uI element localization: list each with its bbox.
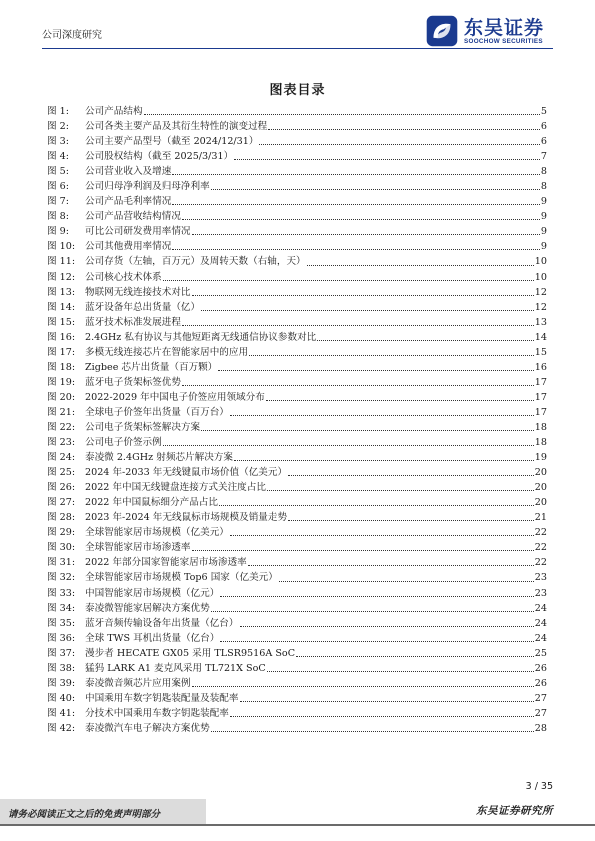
figure-number: 图 38: (47, 662, 76, 674)
leader-dots (192, 549, 534, 551)
figure-title: 多模无线连接芯片在智能家居中的应用 (85, 346, 249, 358)
soochow-logo-icon (425, 14, 459, 48)
leader-dots (259, 143, 539, 145)
figure-title: 公司电子货架标签解决方案 (85, 421, 201, 433)
figure-page: 16 (534, 361, 547, 373)
figure-number: 图 41: (47, 707, 76, 719)
figure-page: 17 (534, 391, 547, 403)
toc-entry[interactable] (47, 661, 547, 676)
toc-entry[interactable] (47, 616, 547, 631)
toc-entry[interactable] (47, 315, 547, 330)
figure-page: 24 (534, 602, 547, 614)
company-logo (425, 14, 544, 48)
toc-entry[interactable] (47, 540, 547, 555)
toc-entry[interactable] (47, 239, 547, 254)
figure-number: 图 27: (47, 497, 76, 509)
leader-dots (182, 218, 540, 220)
leader-dots (182, 324, 534, 326)
figure-title: 泰凌微智能家居解决方案优势 (85, 602, 210, 614)
figure-page: 22 (534, 542, 547, 554)
toc-entry[interactable] (47, 300, 547, 315)
figure-number: 图 19: (47, 376, 76, 388)
leader-dots (296, 655, 534, 657)
figure-page: 25 (534, 647, 547, 659)
logo-chinese-name: 东吴证券 (464, 16, 545, 39)
toc-entry[interactable] (47, 586, 547, 601)
toc-entry[interactable] (47, 149, 547, 164)
figure-title: 物联网无线连接技术对比 (85, 286, 191, 298)
figure-number: 图 23: (47, 437, 76, 449)
figure-page: 23 (534, 587, 547, 599)
leader-dots (211, 188, 540, 190)
figure-title: 中国智能家居市场规模（亿元） (85, 587, 220, 599)
leader-dots (317, 339, 534, 341)
figure-title: 公司营业收入及增速 (85, 166, 172, 178)
figure-number: 图 28: (47, 512, 76, 524)
leader-dots (218, 369, 533, 371)
leader-dots (230, 414, 534, 416)
toc-entry[interactable] (47, 194, 547, 209)
leader-dots (288, 519, 534, 521)
leader-dots (172, 173, 540, 175)
toc-entry[interactable] (47, 134, 547, 149)
figure-page: 20 (534, 497, 547, 509)
figure-page: 14 (534, 331, 547, 343)
leader-dots (192, 233, 540, 235)
figure-title: Zigbee 芯片出货量（百万颗） (85, 361, 218, 373)
figure-number: 图 31: (47, 557, 76, 569)
report-type-label: 公司深度研究 (42, 30, 102, 41)
figure-title: 公司核心技术体系 (85, 271, 162, 283)
figure-page: 24 (534, 617, 547, 629)
figure-number: 图 3: (47, 136, 69, 148)
figure-page: 9 (540, 241, 547, 253)
toc-entry[interactable] (47, 360, 547, 375)
figure-page: 24 (534, 632, 547, 644)
toc-entry[interactable] (47, 285, 547, 300)
figure-number: 图 36: (47, 632, 76, 644)
figure-number: 图 16: (47, 331, 76, 343)
figure-number: 图 18: (47, 361, 76, 373)
toc-entry[interactable] (47, 435, 547, 450)
leader-dots (240, 625, 534, 627)
leader-dots (192, 294, 534, 296)
figure-number: 图 32: (47, 572, 76, 584)
figure-page: 12 (534, 286, 547, 298)
leader-dots (201, 309, 534, 311)
leader-dots (248, 564, 534, 566)
leader-dots (163, 279, 534, 281)
figure-title: 公司产品结构 (85, 106, 143, 117)
toc-entry[interactable] (47, 375, 547, 390)
figure-title: 公司产品营收结构情况 (85, 211, 181, 223)
figure-title: 蓝牙技术标准发展进程 (85, 316, 181, 328)
figure-number: 图 10: (47, 241, 76, 253)
toc-entry[interactable] (47, 254, 547, 269)
figure-page: 9 (540, 211, 547, 223)
toc-entry[interactable] (47, 420, 547, 435)
figure-number: 图 14: (47, 301, 76, 313)
figure-number: 图 4: (47, 151, 69, 163)
figure-page: 12 (534, 301, 547, 313)
figure-page: 21 (534, 512, 547, 524)
leader-dots (267, 670, 534, 672)
leader-dots (211, 610, 534, 612)
figure-page: 22 (534, 557, 547, 569)
leader-dots (267, 489, 534, 491)
figure-title: 猛犸 LARK A1 麦克风采用 TL721X SoC (85, 662, 266, 674)
figure-page: 17 (534, 406, 547, 418)
figure-number: 图 9: (47, 226, 69, 238)
toc-entry[interactable] (47, 525, 547, 540)
figure-number: 图 42: (47, 722, 76, 734)
figure-page: 9 (540, 196, 547, 208)
figure-number: 图 17: (47, 346, 76, 358)
figure-number: 图 34: (47, 602, 76, 614)
toc-entry[interactable] (47, 209, 547, 224)
figure-number: 图 37: (47, 647, 76, 659)
figure-title: 公司股权结构（截至 2025/3/31） (85, 151, 234, 163)
figure-title: 公司存货（左轴，百万元）及周转天数（右轴，天） (85, 256, 306, 268)
toc-entry[interactable] (47, 405, 547, 420)
leader-dots (288, 474, 534, 476)
figure-title: 蓝牙电子货架标签优势 (85, 376, 181, 388)
figure-page: 17 (534, 376, 547, 388)
figure-page: 6 (540, 136, 547, 148)
figure-number: 图 1: (47, 106, 69, 117)
leader-dots (211, 730, 534, 732)
page-number: 3 / 35 (525, 781, 553, 792)
figure-number: 图 12: (47, 271, 76, 283)
figure-number: 图 7: (47, 196, 69, 208)
figure-number: 图 13: (47, 286, 76, 298)
footer-divider (0, 824, 595, 826)
leader-dots (234, 158, 540, 160)
figure-title: 2024 年-2033 年无线键鼠市场价值（亿美元） (85, 467, 288, 479)
leader-dots (172, 248, 540, 250)
figure-page: 10 (534, 256, 547, 268)
figure-page: 13 (534, 316, 547, 328)
logo-english-name: SOOCHOW SECURITIES (464, 37, 543, 45)
leader-dots (219, 504, 534, 506)
leader-dots (144, 113, 540, 115)
toc-entry[interactable] (47, 631, 547, 646)
leader-dots (230, 534, 534, 536)
toc-entry[interactable] (47, 691, 547, 706)
toc-entry[interactable] (47, 119, 547, 134)
leader-dots (240, 700, 534, 702)
figure-title: 分技术中国乘用车数字钥匙装配率 (85, 707, 229, 719)
figure-title: 全球智能家居市场规模（亿美元） (85, 527, 229, 539)
toc-entry[interactable] (47, 646, 547, 661)
figure-page: 7 (540, 151, 547, 163)
leader-dots (307, 264, 534, 266)
leader-dots (266, 399, 534, 401)
figure-number: 图 11: (47, 256, 76, 268)
figure-page: 20 (534, 467, 547, 479)
figure-title: 漫步者 HECATE GX05 采用 TLSR9516A SoC (85, 647, 296, 659)
figure-title: 泰凌微汽车电子解决方案优势 (85, 722, 210, 734)
leader-dots (234, 459, 534, 461)
figure-title: 公司产品毛利率情况 (85, 196, 172, 208)
figure-page: 26 (534, 677, 547, 689)
leader-dots (163, 444, 534, 446)
figure-number: 图 8: (47, 211, 69, 223)
disclaimer-text: 请务必阅读正文之后的免责声明部分 (8, 809, 161, 820)
leader-dots (172, 203, 540, 205)
figure-title: 2022-2029 年中国电子价签应用领域分布 (85, 391, 265, 403)
figure-number: 图 2: (47, 121, 69, 133)
toc-entry[interactable] (47, 330, 547, 345)
figure-list (47, 104, 547, 736)
figure-page: 6 (540, 121, 547, 133)
figure-title: 2022 年中国鼠标细分产品占比 (85, 497, 218, 509)
toc-entry[interactable] (47, 495, 547, 510)
figure-number: 图 15: (47, 316, 76, 328)
toc-entry[interactable] (47, 104, 547, 119)
figure-page: 5 (540, 106, 547, 117)
figure-title: 蓝牙设备年总出货量（亿） (85, 301, 201, 313)
figure-page: 22 (534, 527, 547, 539)
toc-title: 图表目录 (269, 83, 326, 98)
toc-entry[interactable] (47, 555, 547, 570)
toc-entry[interactable] (47, 706, 547, 721)
figure-page: 19 (534, 452, 547, 464)
figure-page: 18 (534, 421, 547, 433)
figure-page: 8 (540, 166, 547, 178)
figure-number: 图 6: (47, 181, 69, 193)
toc-entry[interactable] (47, 465, 547, 480)
leader-dots (279, 580, 534, 582)
toc-entry[interactable] (47, 224, 547, 239)
figure-title: 公司归母净利润及归母净利率 (85, 181, 210, 193)
figure-title: 蓝牙音频传输设备年出货量（亿台） (85, 617, 239, 629)
figure-title: 公司其他费用率情况 (85, 241, 172, 253)
leader-dots (201, 429, 534, 431)
figure-title: 公司主要产品型号（截至 2024/12/31） (85, 136, 259, 148)
leader-dots (249, 354, 534, 356)
figure-page: 26 (534, 662, 547, 674)
figure-page: 28 (534, 722, 547, 734)
toc-entry[interactable] (47, 450, 547, 465)
toc-entry[interactable] (47, 676, 547, 691)
figure-number: 图 40: (47, 692, 76, 704)
figure-title: 2023 年-2024 年无线鼠标市场规模及销量走势 (85, 512, 288, 524)
figure-number: 图 29: (47, 527, 76, 539)
figure-number: 图 5: (47, 166, 69, 178)
figure-number: 图 20: (47, 391, 76, 403)
figure-number: 图 35: (47, 617, 76, 629)
toc-entry[interactable] (47, 179, 547, 194)
figure-number: 图 24: (47, 452, 76, 464)
leader-dots (220, 595, 533, 597)
figure-number: 图 22: (47, 421, 76, 433)
toc-entry[interactable] (47, 390, 547, 405)
figure-title: 全球智能家居市场渗透率 (85, 542, 191, 554)
toc-entry[interactable] (47, 345, 547, 360)
figure-title: 2022 年部分国家智能家居市场渗透率 (85, 557, 247, 569)
figure-page: 10 (534, 271, 547, 283)
toc-entry[interactable] (47, 570, 547, 585)
figure-title: 2022 年中国无线键盘连接方式关注度占比 (85, 482, 266, 494)
figure-number: 图 26: (47, 482, 76, 494)
leader-dots (192, 685, 534, 687)
figure-title: 可比公司研发费用率情况 (85, 226, 191, 238)
leader-dots (220, 640, 533, 642)
institute-name: 东吴证券研究所 (476, 805, 553, 817)
toc-entry[interactable] (47, 164, 547, 179)
figure-title: 公司电子价签示例 (85, 437, 162, 449)
figure-page: 15 (534, 346, 547, 358)
toc-entry[interactable] (47, 601, 547, 616)
leader-dots (268, 128, 540, 130)
header-divider (42, 48, 553, 49)
toc-entry[interactable] (47, 510, 547, 525)
figure-title: 2.4GHz 私有协议与其他短距离无线通信协议参数对比 (85, 331, 317, 343)
figure-title: 公司各类主要产品及其衍生特性的演变过程 (85, 121, 268, 133)
figure-page: 18 (534, 437, 547, 449)
figure-title: 全球 TWS 耳机出货量（亿台） (85, 632, 220, 644)
figure-page: 27 (534, 692, 547, 704)
figure-number: 图 30: (47, 542, 76, 554)
figure-page: 27 (534, 707, 547, 719)
figure-page: 9 (540, 226, 547, 238)
figure-number: 图 21: (47, 406, 76, 418)
figure-number: 图 25: (47, 467, 76, 479)
toc-entry[interactable] (47, 270, 547, 285)
toc-entry[interactable] (47, 480, 547, 495)
figure-number: 图 39: (47, 677, 76, 689)
figure-title: 全球智能家居市场规模 Top6 国家（亿美元） (85, 572, 278, 584)
toc-entry[interactable] (47, 721, 547, 736)
figure-title: 全球电子价签年出货量（百万台） (85, 406, 229, 418)
leader-dots (182, 384, 534, 386)
figure-number: 图 33: (47, 587, 76, 599)
figure-page: 23 (534, 572, 547, 584)
figure-page: 8 (540, 181, 547, 193)
leader-dots (230, 715, 534, 717)
figure-title: 中国乘用车数字钥匙装配量及装配率 (85, 692, 239, 704)
figure-title: 泰凌微 2.4GHz 射频芯片解决方案 (85, 452, 233, 464)
figure-title: 泰凌微音频芯片应用案例 (85, 677, 191, 689)
figure-page: 20 (534, 482, 547, 494)
